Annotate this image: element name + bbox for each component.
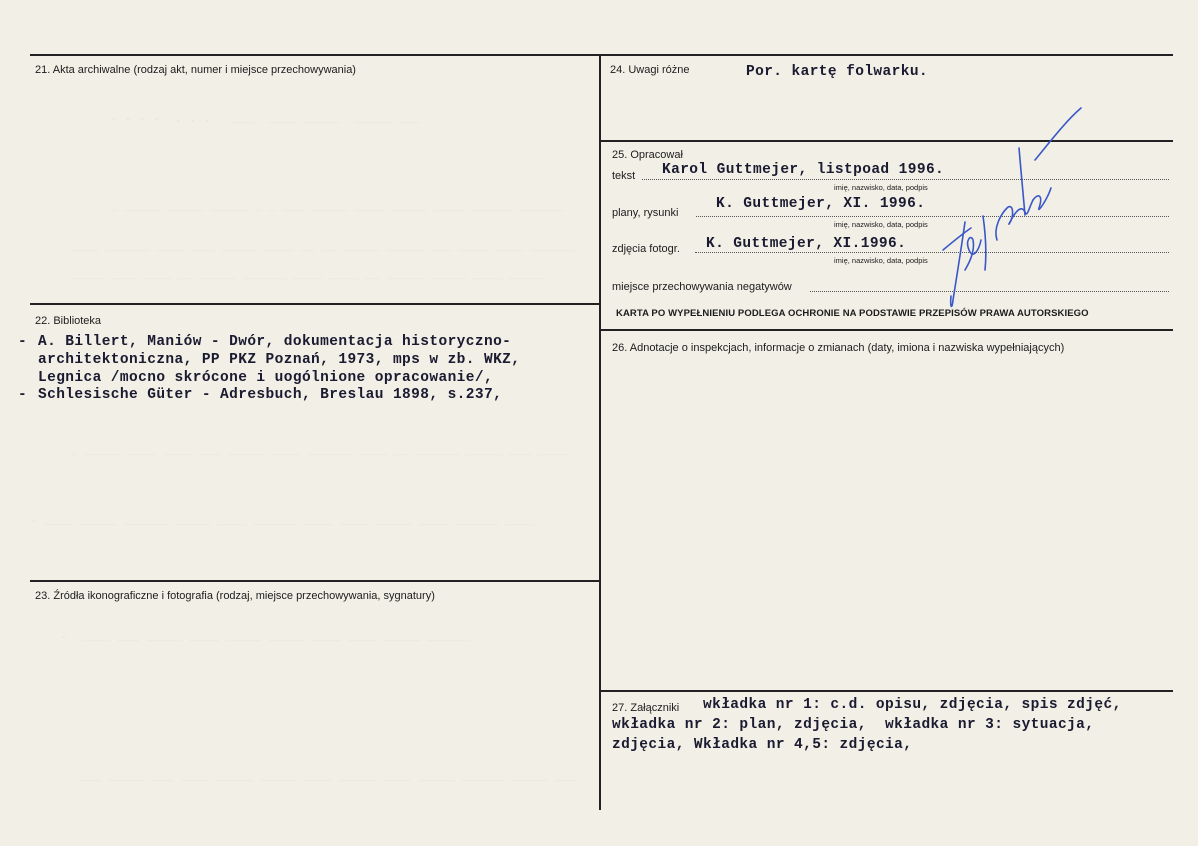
section-26-label: 26. Adnotacje o inspekcjach, informacje o zmianach (daty, imiona i nazwiska wypełniających) [612,342,1065,354]
bullet-dash: - [18,387,28,403]
text-author-value: Karol Guttmejer, listpoad 1996. [662,162,945,178]
signature-image [935,100,1095,320]
section-27-label: 27. Załączniki [612,702,680,714]
drawings-author-line [696,216,1169,217]
section-22-label: 22. Biblioteka [35,315,102,327]
copyright-notice: KARTA PO WYPEŁNIENIU PODLEGA OCHRONIE NA PODSTAWIE PRZEPISÓW PRAWA AUTORSKIEGO [616,308,1089,319]
attachments-line: wkładka nr 1: c.d. opisu, zdjęcia, spis zdjęć, [703,697,1122,713]
field-hint: imię, nazwisko, data, podpis [834,183,928,192]
top-rule [30,54,1173,56]
photos-author-value: K. Guttmejer, XI.1996. [706,236,907,252]
drawings-author-label: plany, rysunki [612,207,679,219]
biblio-line: Legnica /mocno skrócone i uogólnione opracowanie/, [38,370,494,386]
biblio-line: Schlesische Güter - Adresbuch, Breslau 1898, s.237, [38,387,503,403]
rule-26-27 [599,690,1173,692]
biblio-line: A. Billert, Maniów - Dwór, dokumentacja historyczno- [38,334,512,350]
attachments-line: zdjęcia, Wkładka nr 4,5: zdjęcia, [612,737,913,753]
rule-22-23 [30,580,600,582]
remarks-value: Por. kartę folwarku. [746,64,929,80]
section-23-label: 23. Źródła ikonograficzne i fotografia (rodzaj, miejsce przechowywania, sygnatury) [35,590,435,602]
section-21-label: 21. Akta archiwalne (rodzaj akt, numer i miejsce przechowywania) [35,64,356,76]
biblio-line: architektoniczna, PP PKZ Poznań, 1973, mps w zb. WKZ, [38,352,521,368]
rule-25-26 [599,329,1173,331]
drawings-author-value: K. Guttmejer, XI. 1996. [716,196,926,212]
field-hint: imię, nazwisko, data, podpis [834,256,928,265]
field-hint: imię, nazwisko, data, podpis [834,220,928,229]
attachments-line: wkładka nr 2: plan, zdjęcia, wkładka nr 3: sytuacja, [612,717,1095,733]
text-author-label: tekst [612,170,636,182]
negatives-location-label: miejsce przechowywania negatywów [612,281,792,293]
section-24-label: 24. Uwagi różne [610,64,690,76]
rule-21-22 [30,303,600,305]
photos-author-line [695,252,1169,253]
bullet-dash: - [18,334,28,350]
section-25-label: 25. Opracował [612,149,683,161]
center-divider [599,54,601,810]
photos-author-label: zdjęcia fotogr. [612,243,680,255]
